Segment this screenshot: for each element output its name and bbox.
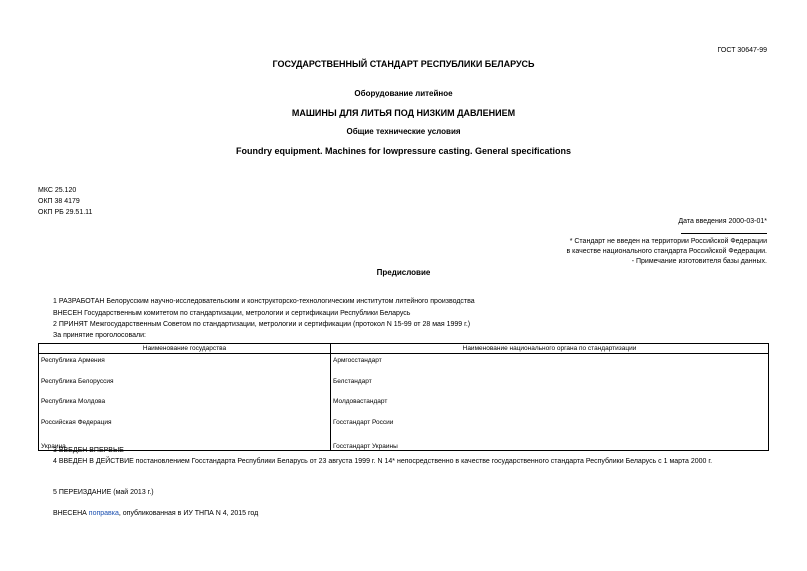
footnote-line-2: в качестве национального стандарта Российской Федерации.	[566, 248, 767, 255]
table-header-row	[39, 344, 769, 354]
document-code: ГОСТ 30647-99	[717, 47, 767, 54]
table-cell-body: Молдовастандарт	[331, 398, 769, 419]
document-title: МАШИНЫ ДЛЯ ЛИТЬЯ ПОД НИЗКИМ ДАВЛЕНИЕМ	[291, 108, 516, 118]
table-cell-body: Госстандарт Украины	[331, 439, 769, 451]
table-cell-state: Российская Федерация	[39, 419, 331, 440]
table-cell-state: Украина	[39, 439, 331, 451]
table-row	[39, 398, 769, 419]
column-header-body: Наименование национального органа по стандартизации	[331, 344, 769, 354]
footnote-line-3: - Примечание изготовителя базы данных.	[631, 258, 767, 265]
subtitle-equipment: Оборудование литейное	[354, 89, 453, 98]
preface-item-4: 4 ВВЕДЕН В ДЕЙСТВИЕ постановлением Госстандарта Республики Беларусь от 23 августа 1999 г. N 14* непосредственно в качестве государственного стандарта Республики Беларусь с 1 марта 2000 г.	[53, 458, 713, 465]
table-cell-body: Госстандарт России	[331, 419, 769, 440]
table-cell-body: Армгосстандарт	[331, 354, 769, 378]
table-cell-state: Республика Белоруссия	[39, 378, 331, 399]
column-header-state: Наименование государства	[39, 344, 331, 354]
english-title: Foundry equipment. Machines for lowpressure casting. General specifications	[235, 146, 572, 156]
table-cell-state: Республика Армения	[39, 354, 331, 378]
voting-states-table	[38, 343, 769, 451]
intro-date: Дата введения 2000-03-01*	[678, 218, 767, 225]
preface-item-5: 5 ПЕРЕИЗДАНИЕ (май 2013 г.)	[53, 489, 154, 496]
table-row	[39, 378, 769, 399]
preface-item-6	[53, 510, 258, 517]
table-row	[39, 354, 769, 378]
table-cell-state: Республика Молдова	[39, 398, 331, 419]
preface-item-2b: За принятие проголосовали:	[53, 332, 146, 339]
footnote-rule	[681, 233, 767, 234]
preface-item-2: 2 ПРИНЯТ Межгосударственным Советом по стандартизации, метрологии и сертификации (протокол N 15-99 от 28 мая 1999 г.)	[53, 321, 471, 328]
okp-rb-code: ОКП РБ 29.51.11	[38, 209, 93, 216]
preface-title: Предисловие	[376, 268, 431, 277]
mks-code: МКС 25.120	[38, 187, 77, 194]
table-row	[39, 419, 769, 440]
table-cell-body: Белстандарт	[331, 378, 769, 399]
amendment-prefix: ВНЕСЕНА	[53, 510, 89, 517]
table-row	[39, 439, 769, 451]
preface-item-1: 1 РАЗРАБОТАН Белорусским научно-исследовательским и конструкторско-технологическим институтом литейного производства	[53, 298, 475, 305]
amendment-suffix: , опубликованная в ИУ ТНПА N 4, 2015 год	[118, 510, 259, 517]
amendment-link[interactable]: поправка	[88, 510, 119, 517]
preface-item-3: 3 ВВЕДЕН ВПЕРВЫЕ	[53, 447, 124, 454]
footnote-line-1: * Стандарт не введен на территории Российской Федерации	[569, 238, 767, 245]
preface-item-1b: ВНЕСЕН Государственным комитетом по стандартизации, метрологии и сертификации Республики Беларусь	[53, 310, 411, 317]
subtitle-conditions: Общие технические условия	[346, 127, 461, 136]
standard-title: ГОСУДАРСТВЕННЫЙ СТАНДАРТ РЕСПУБЛИКИ БЕЛАРУСЬ	[272, 59, 535, 69]
okp-code: ОКП 38 4179	[38, 198, 80, 205]
